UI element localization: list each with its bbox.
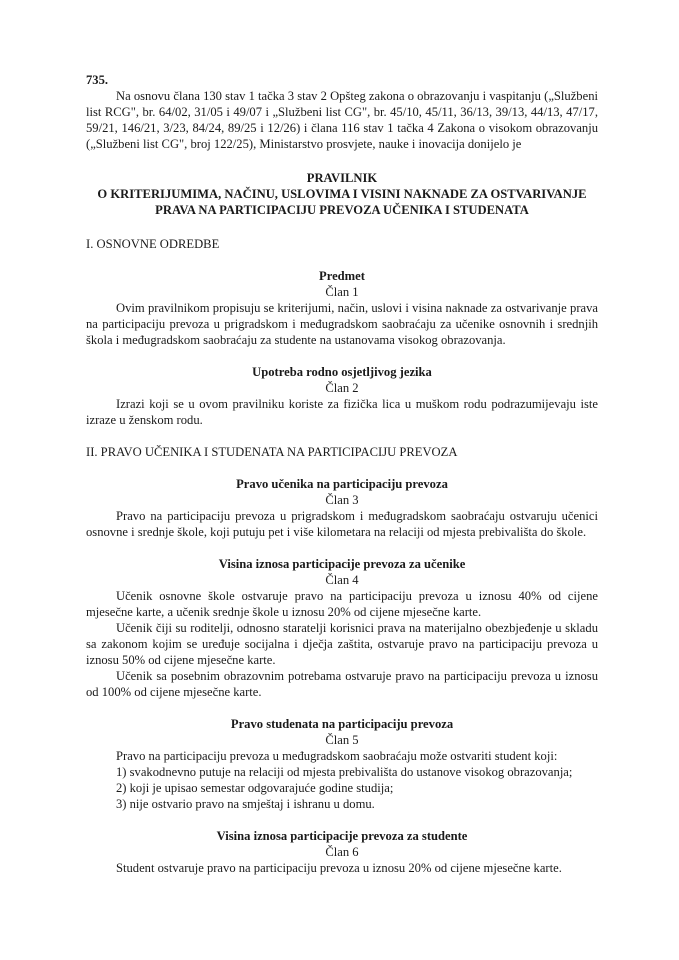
article-paragraph: Izrazi koji se u ovom pravilniku koriste za fizička lica u muškom rodu podrazumijevaju iste izraze u ženskom rodu. (86, 397, 598, 427)
list-item: 2) koji je upisao semestar odgovarajuće godine studija; (116, 781, 394, 795)
article-title: Pravo učenika na participaciju prevoza (236, 477, 448, 491)
article-paragraph: Učenik čiji su roditelji, odnosno staratelji korisnici prava na materijalno obezbjeđenje u skladu sa zakonom kojim se uređuje socijalna i dječja zaštita, ostvaruje pravo na participaciju prevoza u iznosu 50% od cijene mjesečne karte. (86, 621, 598, 667)
article-title: Visina iznosa participacije prevoza za studente (216, 829, 468, 843)
preamble: Na osnovu člana 130 stav 1 tačka 3 stav 2 Opšteg zakona o obrazovanju i vaspitanju („Službeni list RCG", br. 64/02, 31/05 i 49/07 i „Službeni list CG", br. 45/10, 45/11, 36/13, 39/13, 44/13, 47/17, 59/21, 146/21, 3/23, 84/24, 89/25 i 12/26) i člana 116 stav 1 tačka 4 Zakona o visokom obrazovanju („Službeni list CG", broj 122/25), Ministarstvo prosvjete, nauke i inovacija donijelo je (86, 89, 598, 151)
article-paragraph: Pravo na participaciju prevoza u međugradskom saobraćaju može ostvariti student koji: (116, 749, 558, 763)
list-item: 3) nije ostvario pravo na smještaj i ishranu u domu. (116, 797, 375, 811)
article-label: Član 2 (325, 381, 359, 395)
doc-subtitle-2: PRAVA NA PARTICIPACIJU PREVOZA UČENIKA I STUDENATA (155, 203, 529, 217)
article-label: Član 1 (325, 285, 359, 299)
list-item: 1) svakodnevno putuje na relaciji od mjesta prebivališta do ustanove visokog obrazovanja; (116, 765, 573, 779)
article-label: Član 4 (325, 573, 359, 587)
article-label: Član 3 (325, 493, 359, 507)
article-paragraph: Učenik sa posebnim obrazovnim potrebama ostvaruje pravo na participaciju prevoza u iznosu od 100% od cijene mjesečne karte. (86, 669, 598, 699)
article-title: Visina iznosa participacije prevoza za učenike (218, 557, 466, 571)
article-title: Pravo studenata na participaciju prevoza (230, 717, 454, 731)
article-paragraph: Ovim pravilnikom propisuju se kriterijumi, način, uslovi i visina naknade za ostvarivanje prava na participaciju prevoza u prigradskom i međugradskom saobraćaju za učenike osnovnih i srednjih škola i međugradskom saobraćaju za studente na ustanovama visokog obrazovanja. (86, 301, 598, 347)
article-label: Član 5 (325, 733, 359, 747)
article-label: Član 6 (325, 845, 359, 859)
act-number: 735. (86, 73, 109, 87)
article-paragraph: Učenik osnovne škole ostvaruje pravo na participaciju prevoza u iznosu 40% od cijene mjesečne karte, a učenik srednje škole u iznosu 20% od cijene mjesečne karte. (86, 589, 598, 619)
article-paragraph: Pravo na participaciju prevoza u prigradskom i međugradskom saobraćaju ostvaruju učenici osnovne i srednje škole, koji putuju pet i više kilometara na relaciji od mjesta prebivališta do škole. (86, 509, 598, 539)
doc-subtitle-1: O KRITERIJUMIMA, NAČINU, USLOVIMA I VISINI NAKNADE ZA OSTVARIVANJE (97, 187, 587, 201)
article-title: Upotreba rodno osjetljivog jezika (252, 365, 432, 379)
article-title: Predmet (319, 269, 365, 283)
section-heading: I. OSNOVNE ODREDBE (86, 237, 220, 251)
doc-title: PRAVILNIK (306, 171, 378, 185)
document-page (86, 72, 598, 876)
article-paragraph: Student ostvaruje pravo na participaciju prevoza u iznosu 20% od cijene mjesečne karte. (116, 861, 562, 875)
section-heading: II. PRAVO UČENIKA I STUDENATA NA PARTICIPACIJU PREVOZA (86, 445, 458, 459)
